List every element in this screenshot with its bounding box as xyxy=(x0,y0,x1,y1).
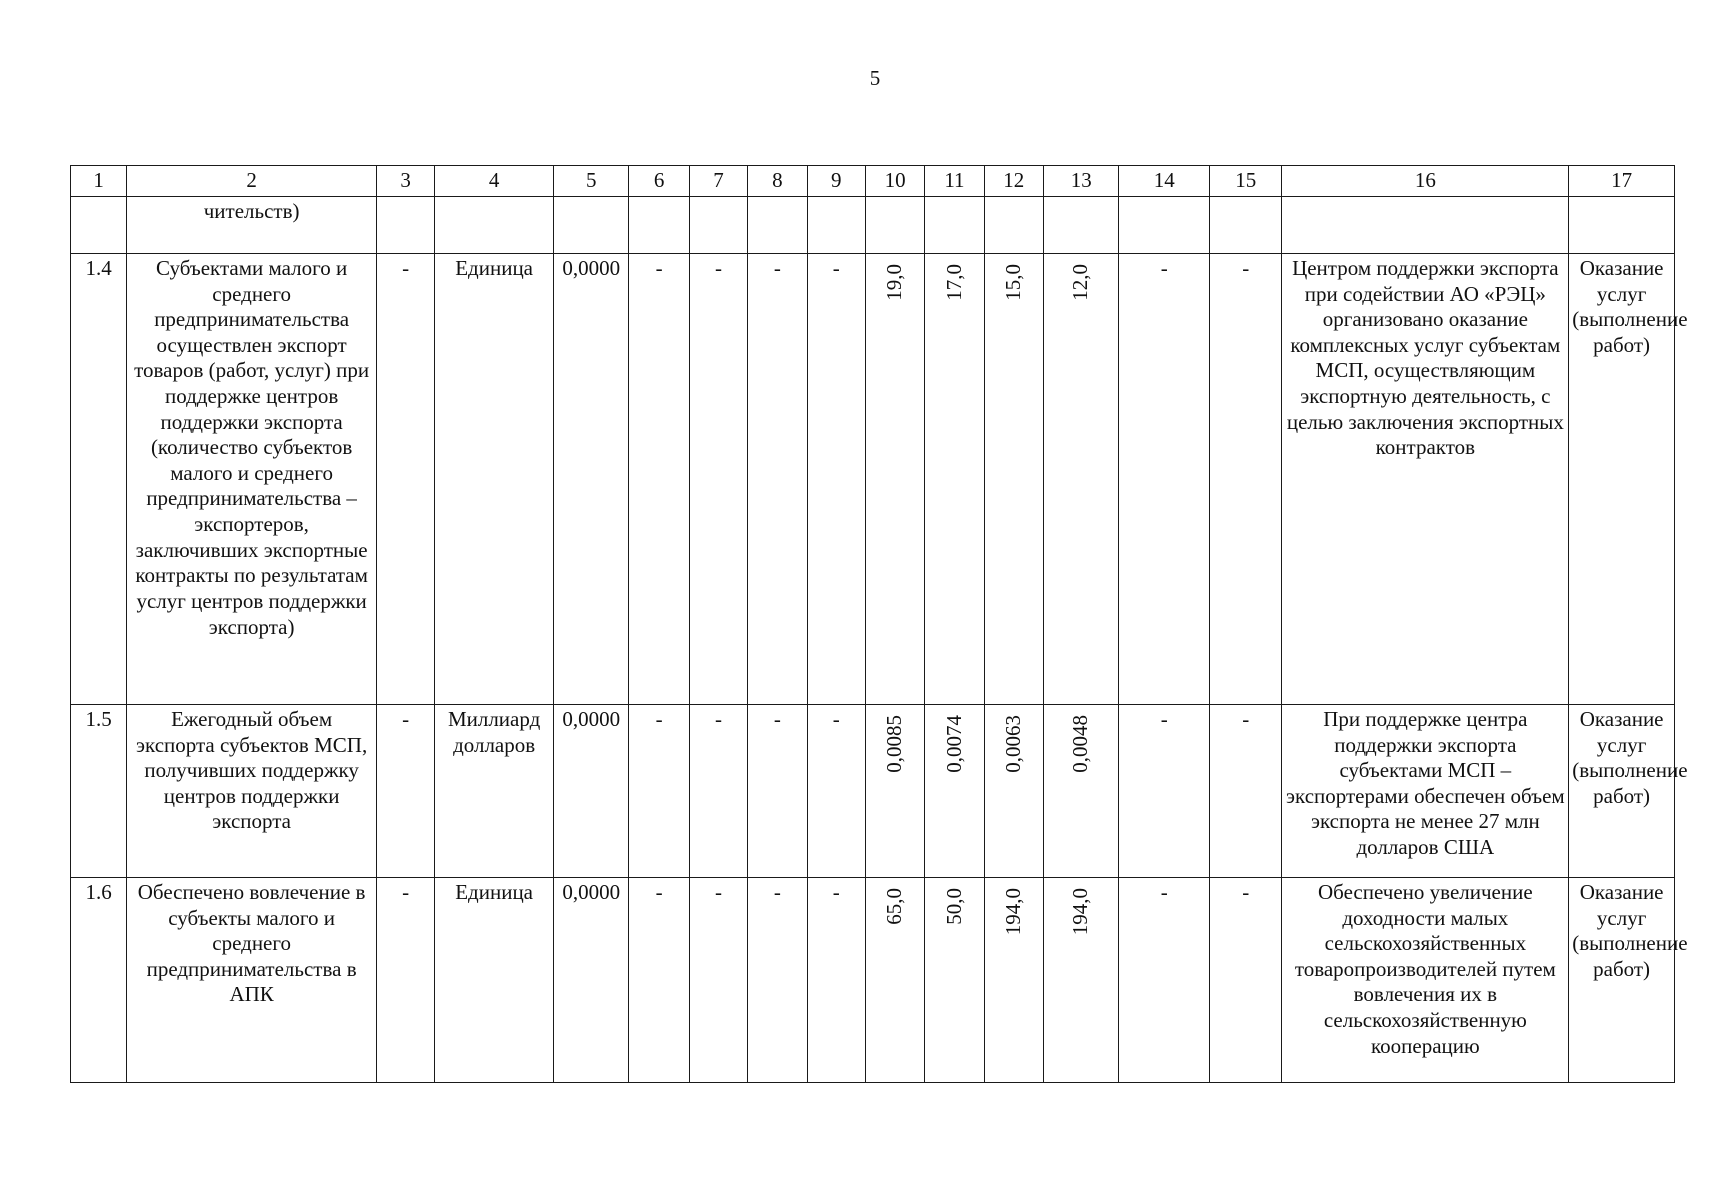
base-value: 0,0000 xyxy=(553,878,628,1083)
cell-dash: - xyxy=(748,705,807,878)
value-cell-10 xyxy=(865,705,924,878)
column-header: 5 xyxy=(553,166,628,197)
value-cell-11 xyxy=(925,705,984,878)
cell-dash: - xyxy=(1210,878,1282,1083)
value-cell-11 xyxy=(925,878,984,1083)
value-11: 0,0074 xyxy=(941,715,966,773)
column-header: 9 xyxy=(807,166,865,197)
value-cell-11 xyxy=(925,254,984,705)
column-header: 16 xyxy=(1282,166,1569,197)
value-cell-12 xyxy=(984,878,1043,1083)
indicators-table xyxy=(70,165,1688,1083)
value-10: 0,0085 xyxy=(882,715,907,773)
value-12: 194,0 xyxy=(1001,888,1025,936)
cell-dash: - xyxy=(807,705,865,878)
table-row xyxy=(71,705,1675,878)
unit-cell: Единица xyxy=(435,878,554,1083)
cell-dash: - xyxy=(629,705,689,878)
column-header: 12 xyxy=(984,166,1043,197)
column-header: 6 xyxy=(629,166,689,197)
table-row xyxy=(71,878,1675,1083)
value-11: 50,0 xyxy=(941,888,966,925)
result-type: Оказание услуг (выполнение работ) xyxy=(1569,254,1675,705)
row-code: 1.4 xyxy=(71,254,127,705)
value-10: 65,0 xyxy=(882,888,907,925)
cell-dash: - xyxy=(689,878,747,1083)
column-header: 17 xyxy=(1569,166,1675,197)
table-row xyxy=(71,254,1675,705)
cell-dash: - xyxy=(629,254,689,705)
value-cell-12 xyxy=(984,254,1043,705)
column-header: 8 xyxy=(748,166,807,197)
column-header: 7 xyxy=(689,166,747,197)
indicator-name: Обеспечено вовлечение в субъекты малого и среднего предпринимательства в АПК xyxy=(127,878,377,1083)
value-12: 15,0 xyxy=(1001,264,1025,301)
cell-dash: - xyxy=(807,878,865,1083)
cell-dash: - xyxy=(748,254,807,705)
cell-dash: - xyxy=(807,254,865,705)
cell-dash: - xyxy=(1119,705,1210,878)
cell-dash: - xyxy=(376,878,434,1083)
value-13: 0,0048 xyxy=(1068,715,1093,773)
column-number-row xyxy=(71,166,1675,197)
result-description: При поддержке центра поддержки экспорта субъектами МСП – экспортерами обеспечен объем экспорта не менее 27 млн долларов США xyxy=(1282,705,1569,878)
page-number: 5 xyxy=(869,66,881,90)
cell-dash: - xyxy=(689,705,747,878)
cell-dash: - xyxy=(629,878,689,1083)
value-cell-10 xyxy=(865,878,924,1083)
cell-dash: - xyxy=(376,254,434,705)
row-code: 1.6 xyxy=(71,878,127,1083)
column-header: 2 xyxy=(127,166,377,197)
value-cell-13 xyxy=(1043,878,1118,1083)
column-header: 13 xyxy=(1043,166,1118,197)
indicator-name: Ежегодный объем экспорта субъектов МСП, получивших поддержку центров поддержки экспорта xyxy=(127,705,377,878)
column-header: 11 xyxy=(925,166,984,197)
value-cell-12 xyxy=(984,705,1043,878)
cell-dash: - xyxy=(376,705,434,878)
continuation-text: чительств) xyxy=(127,197,377,254)
result-type: Оказание услуг (выполнение работ) xyxy=(1569,705,1675,878)
row-code: 1.5 xyxy=(71,705,127,878)
value-11: 17,0 xyxy=(941,264,966,301)
unit-cell: Единица xyxy=(435,254,554,705)
value-cell-10 xyxy=(865,254,924,705)
value-13: 12,0 xyxy=(1068,264,1093,301)
indicator-name: Субъектами малого и среднего предпринимательства осуществлен экспорт товаров (работ, услуг) при поддержке центров поддержки экспорта (количество субъектов малого и среднего предпринимательства – экспортеров, заключивших экспортные контракты по результатам услуг центров поддержки экспорта) xyxy=(127,254,377,705)
cell-dash: - xyxy=(748,878,807,1083)
result-description: Центром поддержки экспорта при содействии АО «РЭЦ» организовано оказание комплексных услуг субъектам МСП, осуществляющим экспортную деятельность, с целью заключения экспортных контрактов xyxy=(1282,254,1569,705)
column-header: 1 xyxy=(71,166,127,197)
value-cell-13 xyxy=(1043,254,1118,705)
value-12: 0,0063 xyxy=(1001,715,1025,773)
result-description: Обеспечено увеличение доходности малых сельскохозяйственных товаропроизводителей путем вовлечения их в сельскохозяйственную кооперацию xyxy=(1282,878,1569,1083)
column-header: 14 xyxy=(1119,166,1210,197)
column-header: 15 xyxy=(1210,166,1282,197)
base-value: 0,0000 xyxy=(553,705,628,878)
unit-cell: Миллиард долларов xyxy=(435,705,554,878)
cell-dash: - xyxy=(1119,878,1210,1083)
cell-dash: - xyxy=(1210,254,1282,705)
column-header: 4 xyxy=(435,166,554,197)
value-cell-13 xyxy=(1043,705,1118,878)
column-header: 3 xyxy=(376,166,434,197)
cell-dash: - xyxy=(1119,254,1210,705)
column-header: 10 xyxy=(865,166,924,197)
result-type: Оказание услуг (выполнение работ) xyxy=(1569,878,1675,1083)
continuation-row xyxy=(71,197,1675,254)
cell-dash: - xyxy=(1210,705,1282,878)
cell-dash: - xyxy=(689,254,747,705)
value-10: 19,0 xyxy=(882,264,907,301)
base-value: 0,0000 xyxy=(553,254,628,705)
value-13: 194,0 xyxy=(1068,888,1093,936)
